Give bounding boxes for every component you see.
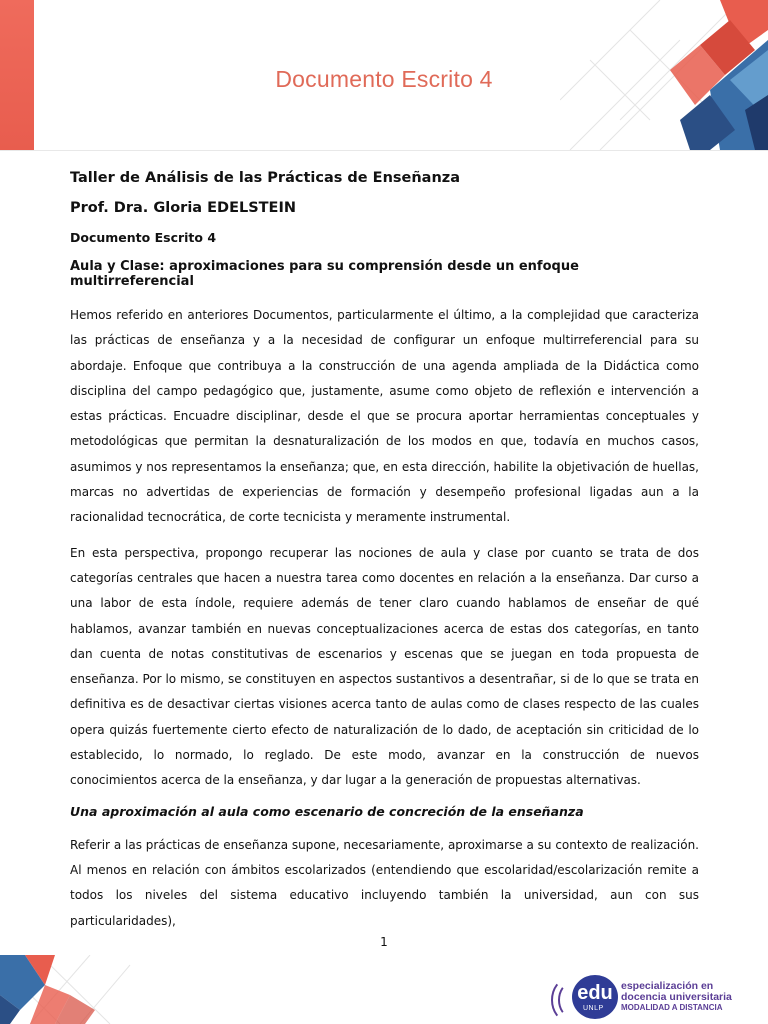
document-subtitle: Aula y Clase: aproximaciones para su comprensión desde un enfoque multirreferencial [70, 259, 579, 289]
logo-line: MODALIDAD A DISTANCIA [621, 1003, 723, 1012]
document-body [70, 160, 699, 944]
edu-logo-sub: UNLP [583, 1005, 604, 1012]
section-heading: Una aproximación al aula como escenario de concreción de la enseñanza [70, 803, 584, 819]
footer-decoration [0, 955, 170, 1024]
workshop-title: Taller de Análisis de las Prácticas de Enseñanza [70, 170, 461, 186]
paragraph: Referir a las prácticas de enseñanza supone, necesariamente, aproximarse a su contexto de realización. Al menos en relación con ámbitos escolarizados (entendiendo que escolaridad/escolarización remite a todos los niveles del sistema educativo incluyendo también la universidad, aun con sus particularidades), [70, 837, 699, 928]
professor-name: Prof. Dra. Gloria EDELSTEIN [70, 200, 296, 216]
logo-line: especialización en [621, 980, 714, 992]
edu-logo-mark: edu [572, 975, 618, 1019]
program-logo-text [621, 981, 732, 1013]
logo-line: docencia universitaria [621, 991, 732, 1003]
paragraph: En esta perspectiva, propongo recuperar las nociones de aula y clase por cuanto se trata de dos categorías centrales que hacen a nuestra tarea como docentes en relación a la enseñanza. Dar curso a una labor de esta índole, requiere además de tener claro cuando hablamos de enseñar de qué hablamos, avanzar también en nuevas conceptualizaciones acerca de estas dos categorías, en tanto dan cuenta de notas constitutivas de escenarios y escenas que se juegan en toda propuesta de enseñanza. Por lo mismo, se constituyen en aspectos sustantivos a desentrañar, si de lo que se trata en definitiva es de desactivar ciertas visiones acerca tanto de aulas como de clases respecto de las cuales opera quizás fuertemente cierto efecto de naturalización de lo dado, de aceptación sin criticidad de lo establecido, lo normado, lo reglado. De este modo, avanzar en la construcción de nuevos conocimientos acerca de la enseñanza, y dar lugar a la generación de propuestas alternativas. [70, 545, 699, 788]
page-number: 1 [380, 935, 388, 949]
page-header [0, 0, 768, 151]
header-decoration [560, 0, 768, 150]
document-title: Documento Escrito 4 [275, 66, 493, 92]
document-label: Documento Escrito 4 [70, 230, 217, 245]
paragraph: Hemos referido en anteriores Documentos, particularmente el último, a la complejidad que caracteriza las prácticas de enseñanza y a la necesidad de configurar un enfoque multirreferencial para su abordaje. Enfoque que contribuya a la construcción de una agenda ampliada de la Didáctica como disciplina del campo pedagógico que, justamente, asume como objeto de reflexión e intervención a estas prácticas. Encuadre disciplinar, desde el que se procura aportar herramientas conceptuales y metodológicas que permitan la desnaturalización de los modos en que, todavía en muchos casos, asumimos y nos representamos la enseñanza; que, en esta dirección, habilite la objetivación de huellas, marcas no advertidas de experiencias de formación y desempeño profesional ligadas aun a la racionalidad tecnocrática, de corte tecnicista y meramente instrumental. [70, 308, 699, 525]
